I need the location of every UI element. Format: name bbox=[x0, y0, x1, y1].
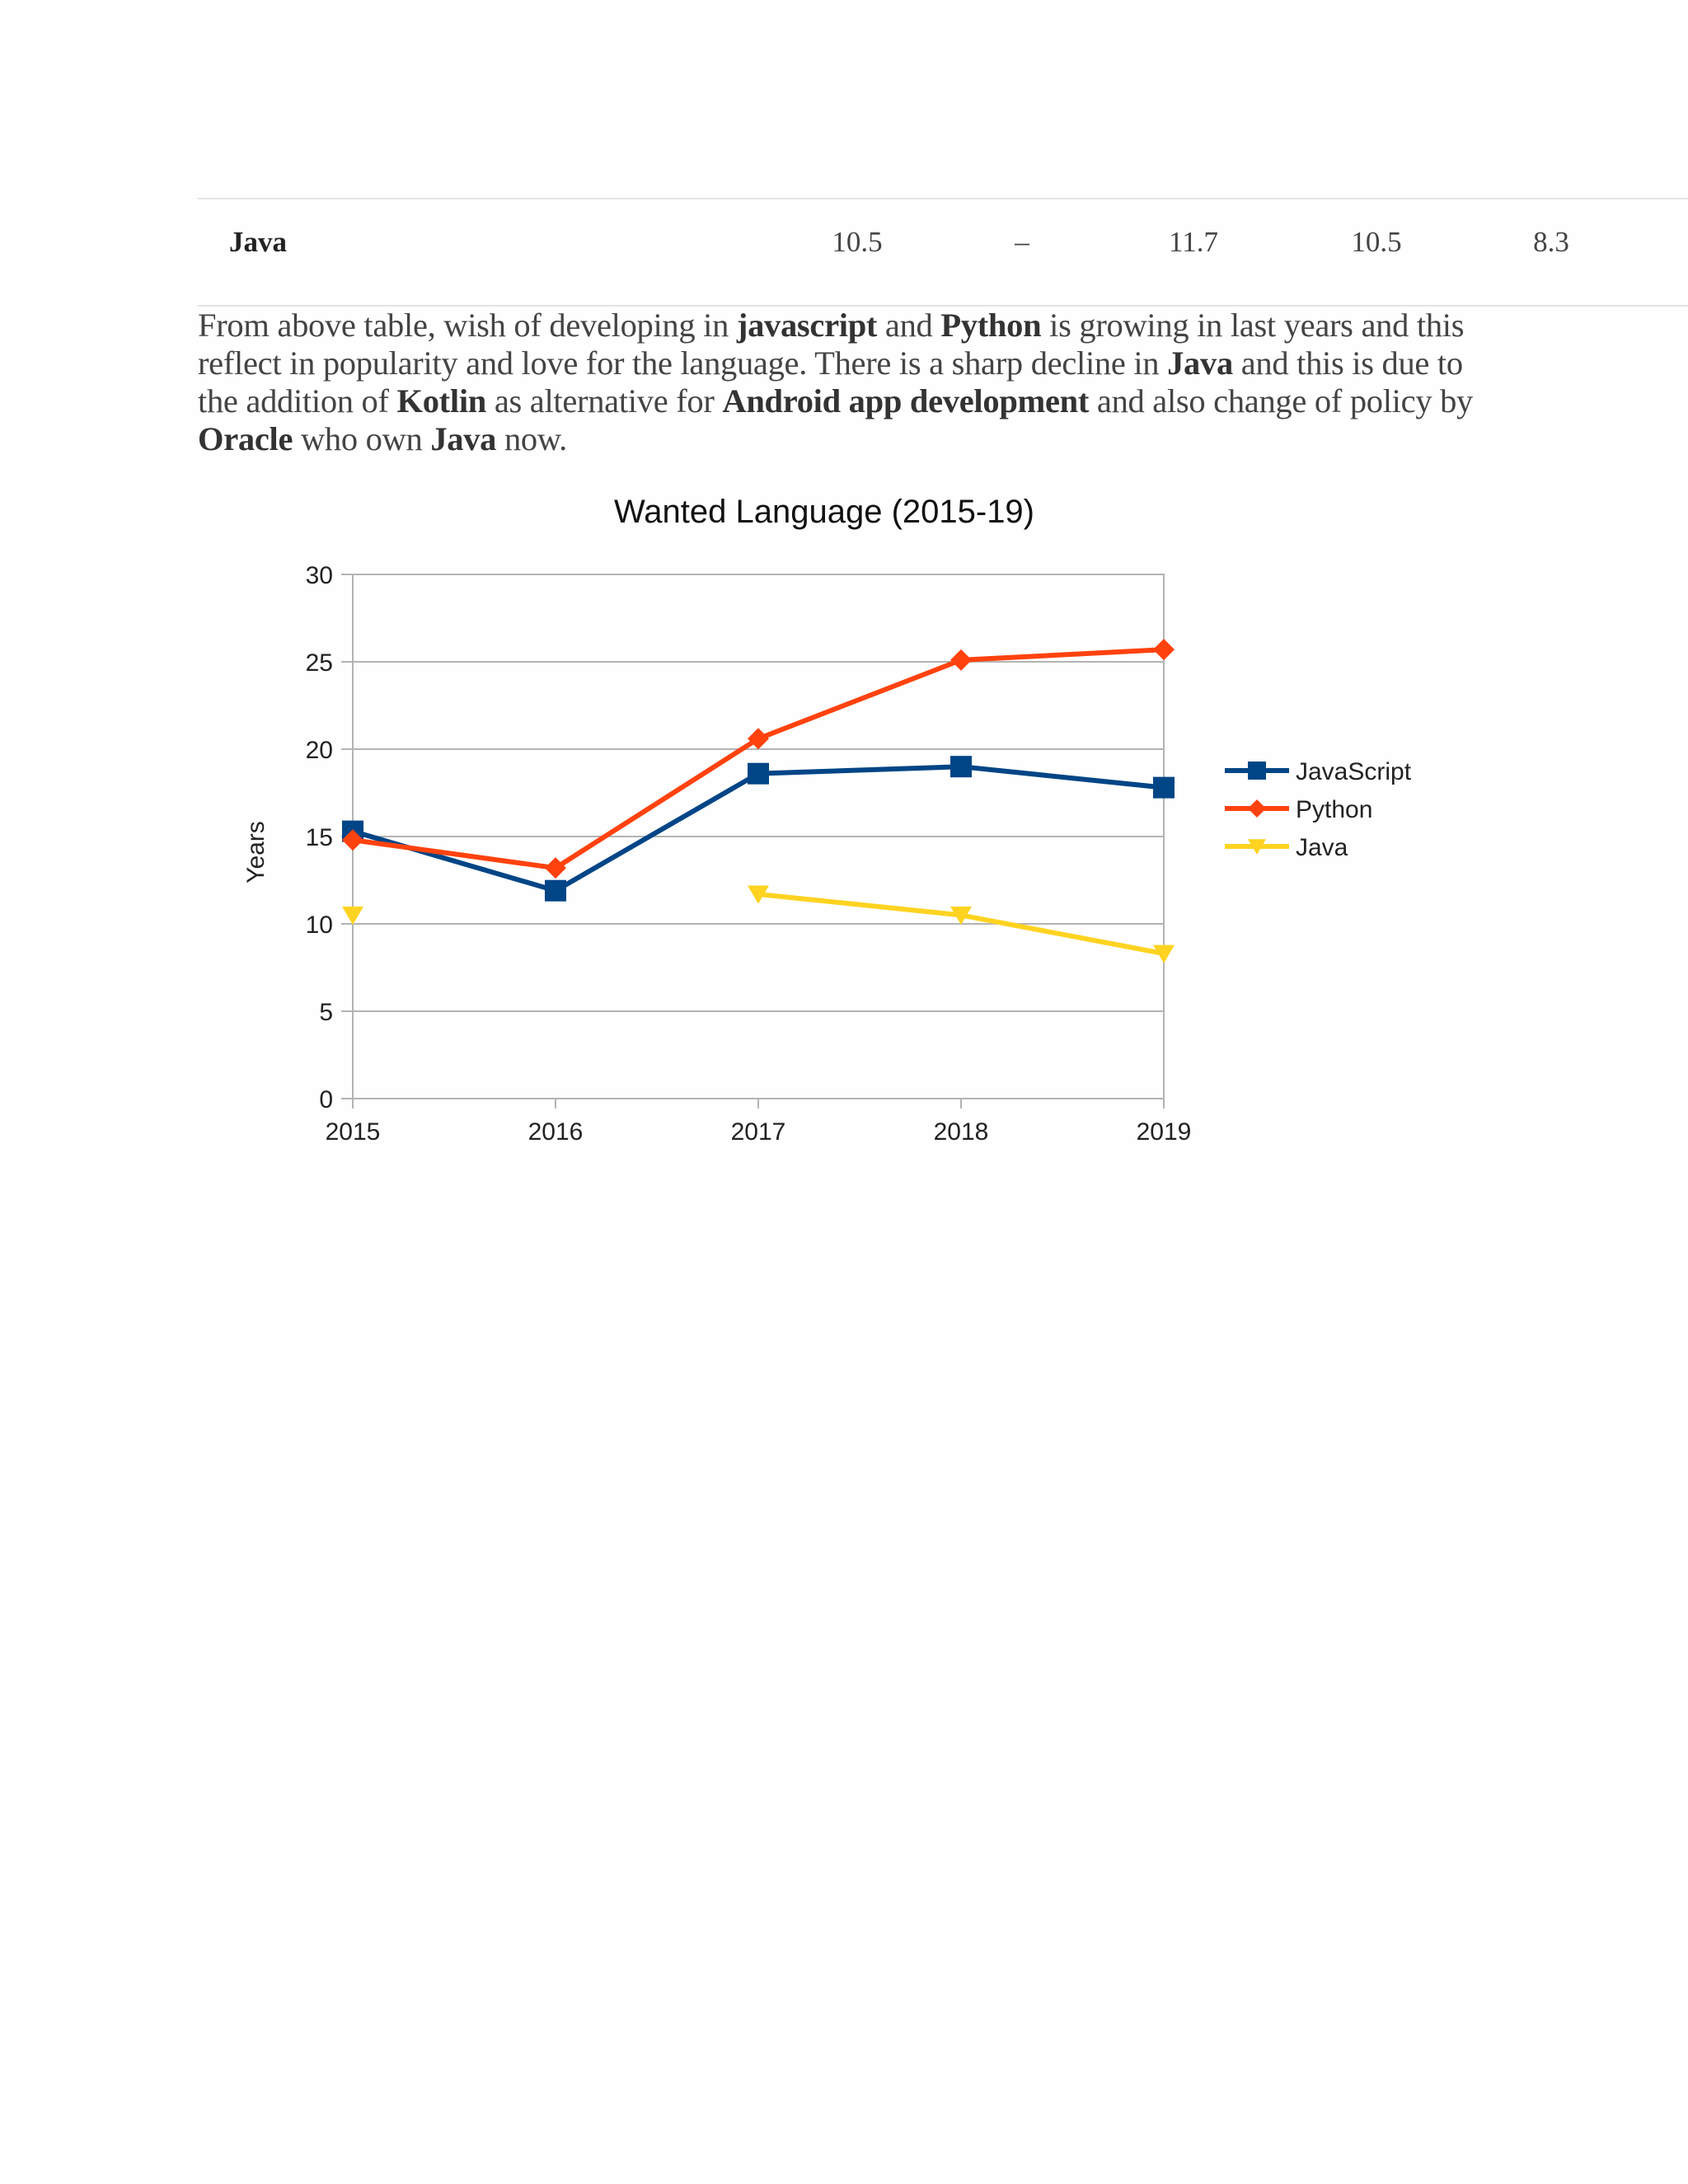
paragraph-emphasis: javascript bbox=[736, 307, 878, 344]
paragraph-emphasis: Kotlin bbox=[396, 382, 486, 419]
paragraph-emphasis: Java bbox=[1167, 344, 1233, 382]
data-point-python bbox=[1153, 639, 1175, 660]
y-tick-label: 30 bbox=[305, 562, 333, 589]
legend-label: Java bbox=[1296, 834, 1348, 861]
y-tick-label: 5 bbox=[319, 999, 333, 1026]
table-cell-language: Java bbox=[229, 226, 287, 258]
paragraph-text: as alternative for bbox=[486, 382, 723, 419]
data-point-java bbox=[342, 907, 363, 925]
x-tick-label: 2018 bbox=[933, 1118, 989, 1146]
y-tick-label: 25 bbox=[305, 649, 333, 677]
series-python bbox=[342, 639, 1175, 879]
legend-label: JavaScript bbox=[1296, 758, 1412, 785]
y-axis-label: Years bbox=[242, 821, 270, 883]
data-point-javascript bbox=[545, 880, 566, 902]
legend-item-javascript bbox=[1225, 758, 1412, 785]
y-tick-label: 15 bbox=[305, 824, 333, 851]
data-point-javascript bbox=[748, 763, 769, 785]
x-tick-label: 2016 bbox=[528, 1118, 584, 1146]
legend-marker bbox=[1248, 762, 1266, 780]
paragraph-emphasis: Android app development bbox=[722, 382, 1090, 419]
data-point-python bbox=[950, 649, 972, 671]
paragraph-emphasis: Java bbox=[430, 420, 497, 457]
x-tick-label: 2019 bbox=[1136, 1118, 1192, 1146]
paragraph-emphasis: Python bbox=[940, 307, 1042, 344]
y-tick-label: 0 bbox=[319, 1086, 333, 1113]
paragraph-text: now. bbox=[496, 420, 567, 457]
legend-label: Python bbox=[1296, 796, 1373, 823]
legend-item-python bbox=[1225, 796, 1372, 823]
data-point-javascript bbox=[1153, 777, 1175, 799]
series bbox=[342, 639, 1175, 963]
y-tick-label: 10 bbox=[305, 912, 333, 939]
paragraph-text: is growing in last years and this reflect in popularity and love for the language. There is a sharp decline in bbox=[198, 307, 1465, 382]
y-tick-label: 20 bbox=[305, 737, 333, 764]
paragraph-text: who own bbox=[293, 420, 431, 457]
legend bbox=[1225, 758, 1412, 861]
table-cell-2019: 8.3 bbox=[1533, 226, 1569, 258]
grid bbox=[353, 574, 1164, 1099]
paragraph-emphasis: Oracle bbox=[198, 420, 293, 457]
series-line-javascript bbox=[353, 766, 1164, 891]
paragraph-text: and bbox=[877, 307, 941, 344]
table-cell-2015: 10.5 bbox=[832, 226, 883, 258]
paragraph-text: and this is due to the addition of bbox=[198, 344, 1463, 419]
legend-item-java bbox=[1225, 834, 1348, 861]
table-cell-2018: 10.5 bbox=[1351, 226, 1402, 258]
series-line-python bbox=[353, 649, 1164, 868]
chart-title: Wanted Language (2015-19) bbox=[614, 494, 1034, 530]
series-javascript bbox=[342, 756, 1175, 902]
table-cell-2016: – bbox=[1015, 226, 1029, 258]
table-cell-2017: 11.7 bbox=[1169, 226, 1218, 258]
legend-marker bbox=[1248, 799, 1266, 818]
paragraph-text: and also change of policy by bbox=[1089, 382, 1473, 419]
data-point-javascript bbox=[950, 756, 972, 777]
x-tick-label: 2017 bbox=[730, 1118, 786, 1146]
paragraph-text: From above table, wish of developing in bbox=[198, 307, 737, 344]
x-tick-label: 2015 bbox=[325, 1118, 381, 1146]
